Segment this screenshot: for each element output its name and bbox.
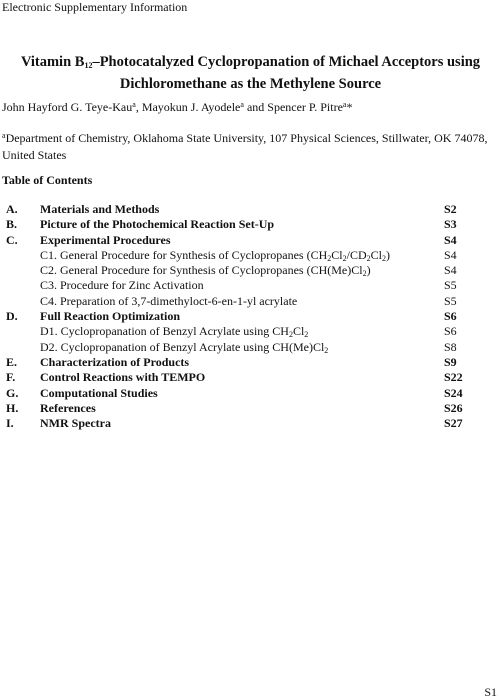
toc-letter: E. (6, 354, 18, 369)
toc-text-part: /CD (346, 247, 367, 262)
running-header: Electronic Supplementary Information (2, 0, 188, 14)
toc-page-number: S6 (444, 309, 457, 324)
title-line1-start: Vitamin B (20, 54, 85, 70)
toc-page-number: S26 (444, 400, 463, 415)
toc-section-title: Computational Studies (40, 385, 158, 400)
toc-text-part: D2. Cyclopropanation of Benzyl Acrylate using CH(Me)Cl (40, 339, 325, 354)
toc-letter: H. (6, 400, 19, 415)
formula-subscript: 2 (362, 269, 367, 279)
title-subscript: 12 (84, 61, 93, 70)
toc-row[interactable] (0, 324, 501, 339)
toc-row[interactable] (0, 217, 501, 232)
toc-section-title: Full Reaction Optimization (40, 309, 180, 324)
toc-page-number: S5 (444, 293, 457, 308)
toc-row[interactable] (0, 416, 501, 431)
toc-page-number: S5 (444, 278, 457, 293)
formula-subscript: 2 (304, 330, 309, 340)
toc-text-part: ) (385, 247, 390, 262)
paper-title (0, 53, 501, 93)
toc-text-part: Cl (370, 247, 382, 262)
formula-subscript: 2 (324, 345, 329, 355)
toc-section-title: Experimental Procedures (40, 232, 171, 247)
toc-row[interactable] (0, 370, 501, 385)
toc-page-number: S2 (444, 202, 457, 216)
toc-page-number: S9 (444, 354, 457, 369)
author-3: and Spencer P. Pitre (243, 100, 343, 114)
toc-subsection-title (40, 278, 204, 293)
author-2-affil: a (240, 100, 244, 109)
toc-page-number: S4 (444, 232, 457, 247)
corresponding-star: * (346, 100, 353, 114)
toc-text-part: C3. Procedure for Zinc Activation (40, 278, 204, 293)
toc-section-title: Characterization of Products (40, 354, 190, 369)
toc-page-number: S8 (444, 339, 457, 354)
toc-letter: A. (6, 202, 18, 216)
toc-page-number: S22 (444, 370, 463, 385)
formula-subscript: 2 (381, 253, 386, 263)
table-of-contents (0, 202, 501, 431)
toc-section-title: Materials and Methods (40, 202, 160, 216)
toc-letter: G. (6, 385, 19, 400)
toc-row[interactable] (0, 278, 501, 293)
toc-row[interactable] (0, 355, 501, 370)
formula-subscript: 2 (327, 253, 332, 263)
author-2: , Mayokun J. Ayodele (135, 100, 241, 114)
author-1-affil: a (132, 100, 136, 109)
toc-letter: C. (6, 232, 18, 247)
toc-row[interactable] (0, 294, 501, 309)
toc-row[interactable] (0, 386, 501, 401)
author-list (2, 100, 352, 115)
affiliation (2, 127, 497, 164)
toc-row[interactable] (0, 309, 501, 324)
toc-section-title: NMR Spectra (40, 416, 111, 431)
toc-section-title: Picture of the Photochemical Reaction Set-Up (40, 217, 275, 232)
toc-text-part: Cl (292, 324, 305, 339)
toc-letter: B. (6, 217, 18, 232)
toc-row[interactable] (0, 233, 501, 248)
author-3-affil: a (342, 100, 347, 109)
toc-letter: D. (6, 309, 18, 324)
toc-row[interactable] (0, 401, 501, 416)
toc-page-number: S27 (444, 416, 463, 431)
toc-letter: I. (6, 416, 14, 431)
toc-subsection-title (40, 294, 297, 309)
toc-text-part: ) (366, 263, 371, 278)
toc-row[interactable] (0, 340, 501, 355)
title-line1-end: –Photocatalyzed Cyclopropanation of Michael Acceptors using (92, 54, 481, 70)
toc-row[interactable] (0, 202, 501, 217)
toc-page-number: S3 (444, 217, 457, 232)
title-line2: Dichloromethane as the Methylene Source (119, 76, 382, 92)
toc-text-part: C4. Preparation of 3,7-dimethyloct-6-en-1-yl acrylate (40, 293, 298, 308)
toc-section-title: References (40, 400, 96, 415)
toc-text-part: C1. General Procedure for Synthesis of Cyclopropanes (CH (40, 247, 328, 262)
toc-heading: Table of Contents (2, 173, 93, 187)
toc-text-part: D1. Cyclopropanation of Benzyl Acrylate using CH (40, 324, 289, 339)
author-1: John Hayford G. Teye-Kau (2, 100, 133, 114)
affiliation-marker: a (2, 131, 6, 140)
toc-page-number: S6 (444, 324, 457, 339)
formula-subscript: 2 (288, 330, 293, 340)
toc-page-number: S4 (444, 263, 457, 278)
page-number: S1 (484, 685, 497, 699)
toc-page-number: S24 (444, 385, 463, 400)
toc-section-title: Control Reactions with TEMPO (40, 370, 206, 385)
toc-letter: F. (6, 370, 16, 385)
affiliation-text: Department of Chemistry, Oklahoma State University, 107 Physical Sciences, Stillwater, OK 74078, United States (2, 131, 488, 162)
toc-row[interactable] (0, 263, 501, 278)
toc-row[interactable] (0, 248, 501, 263)
toc-text-part: C2. General Procedure for Synthesis of Cyclopropanes (CH(Me)Cl (40, 263, 363, 278)
toc-text-part: Cl (331, 247, 343, 262)
formula-subscript: 2 (342, 253, 347, 263)
toc-page-number: S4 (444, 247, 457, 262)
formula-subscript: 2 (366, 253, 371, 263)
